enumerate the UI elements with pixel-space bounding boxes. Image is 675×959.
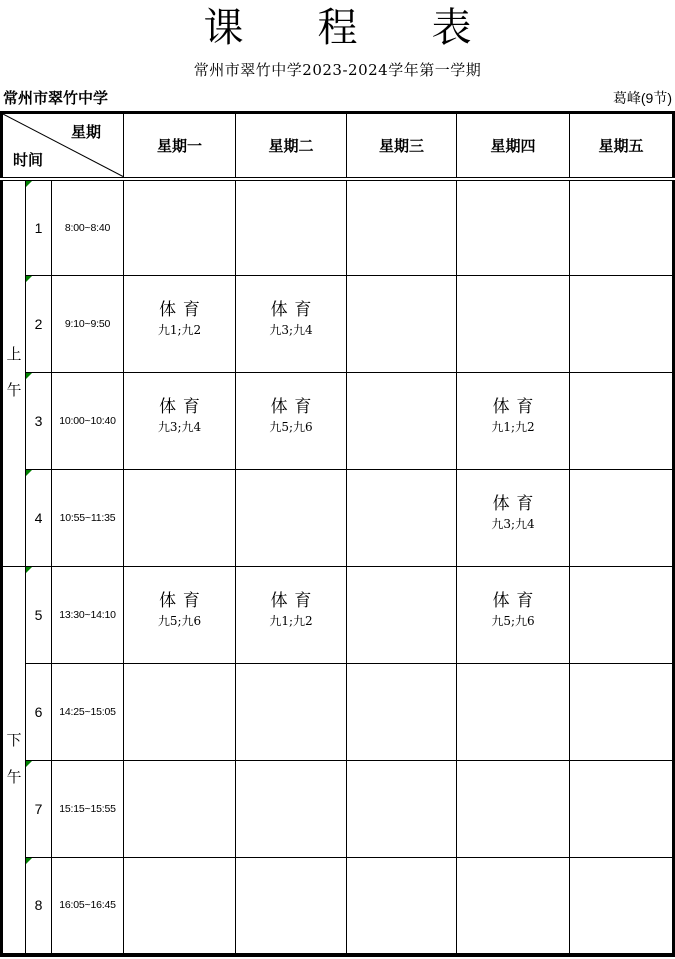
schedule-cell	[347, 373, 457, 470]
period-cell	[26, 761, 52, 858]
subject-text: 体育	[270, 300, 319, 320]
schedule-cell	[570, 761, 674, 858]
schedule-cell	[236, 858, 347, 955]
corner-label-time: 时间	[13, 151, 44, 169]
time-cell: 13:30~14:10	[52, 567, 124, 664]
schedule-cell	[347, 567, 457, 664]
schedule-cell	[236, 664, 347, 761]
schedule-cell	[236, 470, 347, 567]
time-cell: 16:05~16:45	[52, 858, 124, 955]
subject-text: 体育	[492, 494, 541, 514]
schedule-cell	[570, 470, 674, 567]
schedule-cell	[347, 858, 457, 955]
classes-text: 九5;九6	[269, 420, 313, 435]
schedule-cell	[236, 179, 347, 276]
classes-text: 九5;九6	[491, 614, 535, 629]
period-row	[2, 858, 674, 955]
schedule-cell	[347, 179, 457, 276]
section-label: 下午	[6, 732, 22, 786]
period-number: 3	[34, 413, 43, 429]
schedule-cell	[236, 276, 347, 373]
teacher-label: 葛峰(9节)	[612, 90, 672, 106]
time-cell: 10:00~10:40	[52, 373, 124, 470]
period-row	[2, 373, 674, 470]
schedule-cell	[124, 179, 236, 276]
school-name: 常州市翠竹中学	[3, 90, 109, 107]
classes-text: 九1;九2	[269, 614, 313, 629]
subject-text: 体育	[270, 397, 319, 417]
subject-text: 体育	[270, 591, 319, 611]
schedule-cell	[457, 276, 570, 373]
day-header-friday: 星期五	[570, 113, 674, 179]
schedule-cell	[457, 373, 570, 470]
comment-marker-icon	[26, 567, 32, 573]
header-row	[2, 113, 674, 179]
schedule-cell	[124, 664, 236, 761]
period-cell	[26, 470, 52, 567]
period-cell	[26, 179, 52, 276]
period-cell	[26, 276, 52, 373]
schedule-cell	[124, 276, 236, 373]
comment-marker-icon	[26, 761, 32, 767]
section-label: 上午	[6, 345, 22, 400]
schedule-cell	[570, 858, 674, 955]
time-cell: 8:00~8:40	[52, 179, 124, 276]
classes-text: 九1;九2	[491, 420, 535, 435]
period-row	[2, 179, 674, 276]
schedule-cell	[124, 858, 236, 955]
period-number: 5	[34, 607, 43, 623]
comment-marker-icon	[26, 276, 32, 282]
schedule-cell	[570, 373, 674, 470]
page-subtitle: 常州市翠竹中学2023-2024学年第一学期	[193, 61, 482, 79]
schedule-cell	[570, 664, 674, 761]
period-number: 6	[34, 704, 43, 720]
subject-text: 体育	[492, 397, 541, 417]
schedule-cell	[347, 664, 457, 761]
period-cell	[26, 664, 52, 761]
comment-marker-icon	[26, 858, 32, 864]
subject-text: 体育	[159, 300, 207, 320]
schedule-cell	[236, 373, 347, 470]
schedule-cell	[570, 276, 674, 373]
section-cell-afternoon	[2, 567, 26, 955]
time-cell: 9:10~9:50	[52, 276, 124, 373]
schedule-cell	[570, 179, 674, 276]
period-number: 7	[34, 801, 43, 817]
comment-marker-icon	[26, 373, 32, 379]
classes-text: 九3;九4	[157, 420, 202, 435]
schedule-cell	[347, 761, 457, 858]
section-cell-morning	[2, 179, 26, 567]
period-number: 2	[34, 316, 43, 332]
classes-text: 九3;九4	[491, 517, 535, 532]
classes-text: 九3;九4	[269, 323, 313, 338]
time-cell: 14:25~15:05	[52, 664, 124, 761]
schedule-cell	[457, 179, 570, 276]
subject-text: 体育	[159, 397, 207, 417]
subject-text: 体育	[492, 591, 541, 611]
period-number: 4	[34, 510, 43, 526]
period-cell	[26, 858, 52, 955]
classes-text: 九5;九6	[157, 614, 202, 629]
day-header-monday: 星期一	[124, 113, 236, 179]
period-row	[2, 276, 674, 373]
schedule-cell	[457, 567, 570, 664]
subject-text: 体育	[159, 591, 207, 611]
day-header-thursday: 星期四	[457, 113, 570, 179]
period-row	[2, 664, 674, 761]
corner-label-week: 星期	[71, 124, 102, 141]
period-row	[2, 567, 674, 664]
day-header-tuesday: 星期二	[236, 113, 347, 179]
schedule-cell	[124, 470, 236, 567]
schedule-cell	[124, 373, 236, 470]
comment-marker-icon	[26, 470, 32, 476]
time-cell: 15:15~15:55	[52, 761, 124, 858]
day-header-wednesday: 星期三	[347, 113, 457, 179]
schedule-cell	[457, 664, 570, 761]
period-cell	[26, 567, 52, 664]
period-number: 1	[34, 219, 43, 236]
schedule-cell	[236, 567, 347, 664]
period-number: 8	[34, 897, 43, 914]
corner-cell	[2, 113, 124, 179]
info-row	[0, 87, 675, 108]
page-title: 课程表	[203, 5, 546, 51]
period-cell	[26, 373, 52, 470]
period-row	[2, 470, 674, 567]
schedule-cell	[124, 567, 236, 664]
schedule-cell	[236, 761, 347, 858]
schedule-cell	[124, 761, 236, 858]
comment-marker-icon	[26, 181, 32, 187]
schedule-cell	[457, 858, 570, 955]
period-row	[2, 761, 674, 858]
schedule-cell	[457, 761, 570, 858]
schedule-cell	[347, 470, 457, 567]
schedule-cell	[457, 470, 570, 567]
schedule-cell	[347, 276, 457, 373]
time-cell: 10:55~11:35	[52, 470, 124, 567]
schedule-cell	[570, 567, 674, 664]
classes-text: 九1;九2	[157, 323, 202, 338]
timetable	[0, 111, 675, 957]
